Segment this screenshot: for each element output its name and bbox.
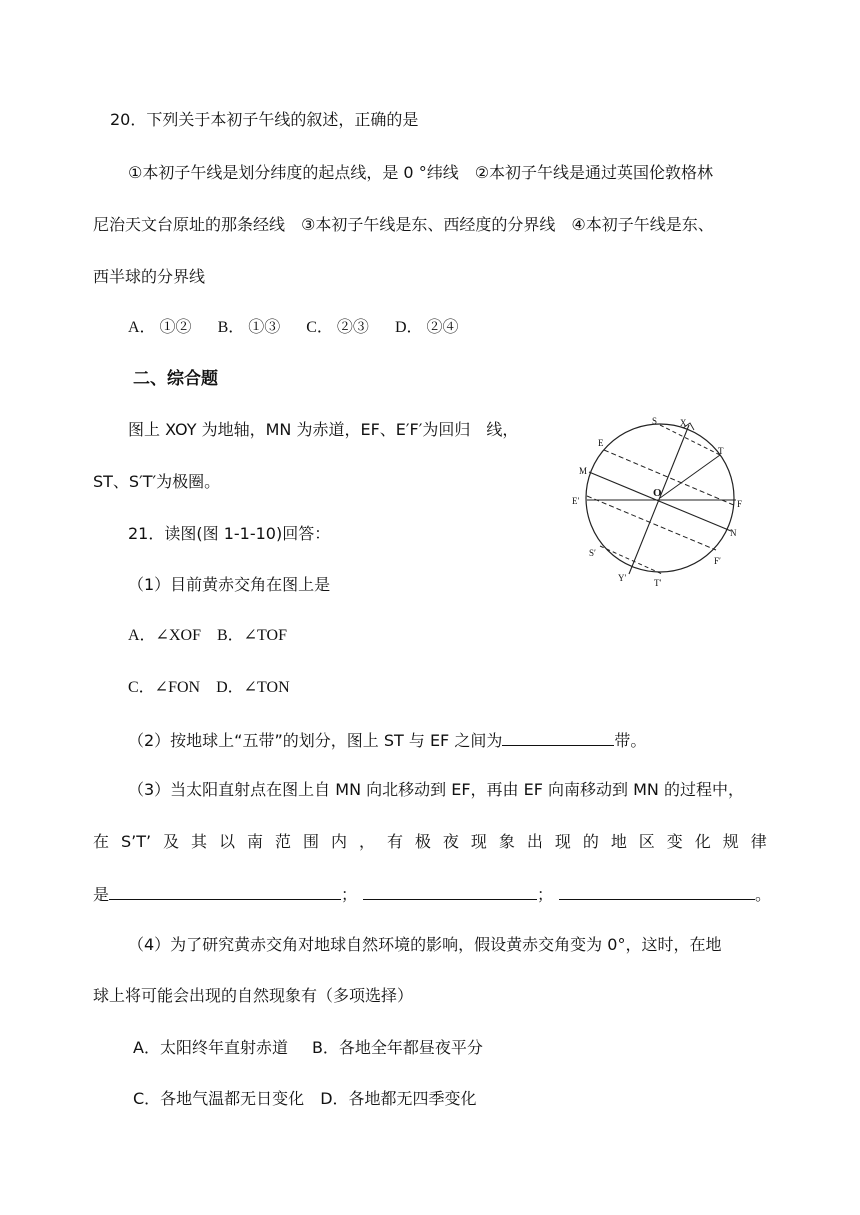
q21-part3-line1: （3）当太阳直射点在图上自 MN 向北移动到 EF，再由 EF 向南移动到 MN 的过程中， [128,780,744,799]
equator-line [589,472,731,531]
spread-word: 极 [414,832,431,851]
separator: ； [341,885,358,904]
earth-axis-diagram [560,410,760,592]
separator: ； [537,885,554,904]
spread-word: 规 [722,832,739,851]
label-t-prime: T′ [654,578,662,588]
q21-part4-line2: 球上将可能会出现的自然现象有（多项选择） [93,986,414,1005]
answer-blank-part3-1[interactable] [109,883,341,900]
spread-word: 象 [498,832,515,851]
answer-blank-part3-2[interactable] [363,883,537,900]
spread-word: 及 [163,832,180,851]
spread-word: 南 [247,832,264,851]
q21-part4-option-a[interactable]: A．太阳终年直射赤道 [133,1038,288,1057]
label-f-prime: F′ [714,556,721,566]
label-e-prime: E′ [572,496,580,506]
label-s: S [652,416,658,426]
spread-word: 区 [638,832,655,851]
spread-word: 现 [470,832,487,851]
q21-part4-options-row2 [133,1089,477,1109]
intro-line2: ST、S′T′为极圈。 [93,472,221,491]
label-e: E [598,438,604,448]
q21-part2-suffix: 带。 [614,731,647,750]
label-n: N [730,528,737,538]
label-m: M [579,466,588,476]
spread-word: 出 [526,832,543,851]
spread-word: 在 [93,832,110,851]
spread-word: 有 [386,832,403,851]
spread-word: 夜 [442,832,459,851]
spread-word: 律 [750,832,767,851]
spread-word: 化 [694,832,711,851]
q21-part1-options-row2[interactable]: C．∠FON D．∠TON [128,679,290,696]
q21-part3-line2 [93,832,767,852]
q21-part1-stem: （1）目前黄赤交角在图上是 [128,575,331,594]
q20-option-d[interactable]: D． ②④ [394,319,459,336]
radius-ot-line [660,455,720,498]
q21-part3-end: 。 [755,885,772,904]
label-s-prime: S′ [589,548,596,558]
section-heading: 二、综合题 [133,369,218,389]
label-o: O [653,487,662,499]
q21-part4-options-row1 [133,1038,483,1058]
label-f: F [737,499,743,509]
answer-blank-part2[interactable] [502,729,614,746]
tropic-line-south [587,496,716,550]
spread-word: ， [358,832,375,851]
q21-stem: 21．读图(图 1-1-10)回答： [128,524,331,543]
spread-word: 内 [330,832,347,851]
spread-word: 以 [219,832,236,851]
q20-statement-line1: ①本初子午线是划分纬度的起点线，是 0 °纬线 ②本初子午线是通过英国伦敦格林 [128,163,714,182]
spread-word: 的 [582,832,599,851]
q20-statement-line2: 尼治天文台原址的那条经线 ③本初子午线是东、西经度的分界线 ④本初子午线是东、 [93,215,714,234]
q20-option-b[interactable]: B． ①③ [217,319,281,336]
arctic-circle-line [660,425,720,455]
q21-part4-option-d[interactable]: D．各地都无四季变化 [320,1089,477,1108]
q21-part3-prefix: 是 [93,885,110,904]
q20-option-c[interactable]: C． ②③ [306,319,369,336]
spread-word: 地 [610,832,627,851]
q20-statement-line3: 西半球的分界线 [93,267,206,286]
spread-word: 范 [275,832,292,851]
q20-stem: 20．下列关于本初子午线的叙述，正确的是 [110,110,419,129]
q21-part4-option-b[interactable]: B．各地全年都昼夜平分 [311,1038,483,1057]
label-y-prime: Y′ [618,573,627,583]
spread-word: 现 [554,832,571,851]
label-t: T [718,446,724,456]
q21-part4-option-c[interactable]: C．各地气温都无日变化 [133,1089,305,1108]
q21-part4-line1: （4）为了研究黄赤交角对地球自然环境的影响，假设黄赤交角变为 0°，这时，在地 [128,935,722,954]
spread-word: 围 [302,832,319,851]
answer-blank-part3-3[interactable] [559,883,755,900]
label-x: X [680,418,687,428]
q21-part3-line3 [93,883,771,905]
tropic-line-north [604,450,736,506]
spread-word: 变 [666,832,683,851]
q21-part2 [128,729,646,751]
q20-options [128,318,459,338]
spread-word: 其 [191,832,208,851]
q21-part1-options-row1[interactable]: A．∠XOF B．∠TOF [128,627,287,644]
intro-line1: 图上 XOY 为地轴，MN 为赤道，EF、E′F′为回归 线， [128,420,519,439]
spread-word: S’T’ [120,832,152,851]
q20-option-a[interactable]: A． ①② [128,319,192,336]
q21-part2-text: （2）按地球上“五带”的划分，图上 ST 与 EF 之间为 [128,731,503,750]
